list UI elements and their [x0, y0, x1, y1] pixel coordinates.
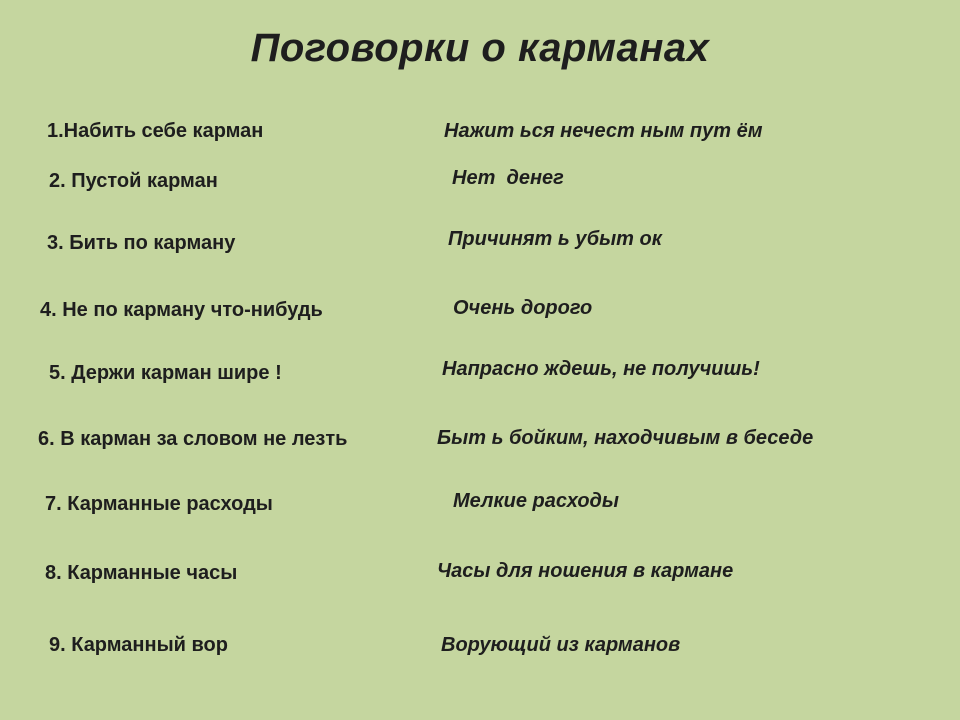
saying-term-2: 2. Пустой карман	[49, 170, 218, 192]
slide-title: Поговорки о карманах	[250, 26, 710, 70]
saying-term-8: 8. Карманные часы	[45, 562, 238, 584]
saying-meaning-6: Быт ь бойким, находчивым в беседе	[437, 427, 814, 449]
saying-meaning-5: Напрасно ждешь, не получишь!	[442, 358, 760, 380]
saying-meaning-1: Нажит ься нечест ным пут ём	[444, 120, 763, 142]
saying-term-9: 9. Карманный вор	[49, 634, 228, 656]
saying-term-1: 1.Набить себе карман	[47, 120, 264, 142]
saying-meaning-7: Мелкие расходы	[453, 490, 619, 512]
saying-meaning-8: Часы для ношения в кармане	[437, 560, 734, 582]
saying-term-5: 5. Держи карман шире !	[49, 362, 282, 384]
saying-term-7: 7. Карманные расходы	[45, 493, 273, 515]
saying-term-6: 6. В карман за словом не лезть	[38, 428, 348, 450]
saying-meaning-4: Очень дорого	[453, 297, 593, 319]
saying-term-4: 4. Не по карману что-нибудь	[40, 299, 323, 321]
saying-meaning-2: Нет денег	[452, 167, 564, 189]
saying-meaning-3: Причинят ь убыт ок	[448, 228, 662, 250]
saying-term-3: 3. Бить по карману	[47, 232, 236, 254]
saying-meaning-9: Ворующий из карманов	[441, 634, 681, 656]
